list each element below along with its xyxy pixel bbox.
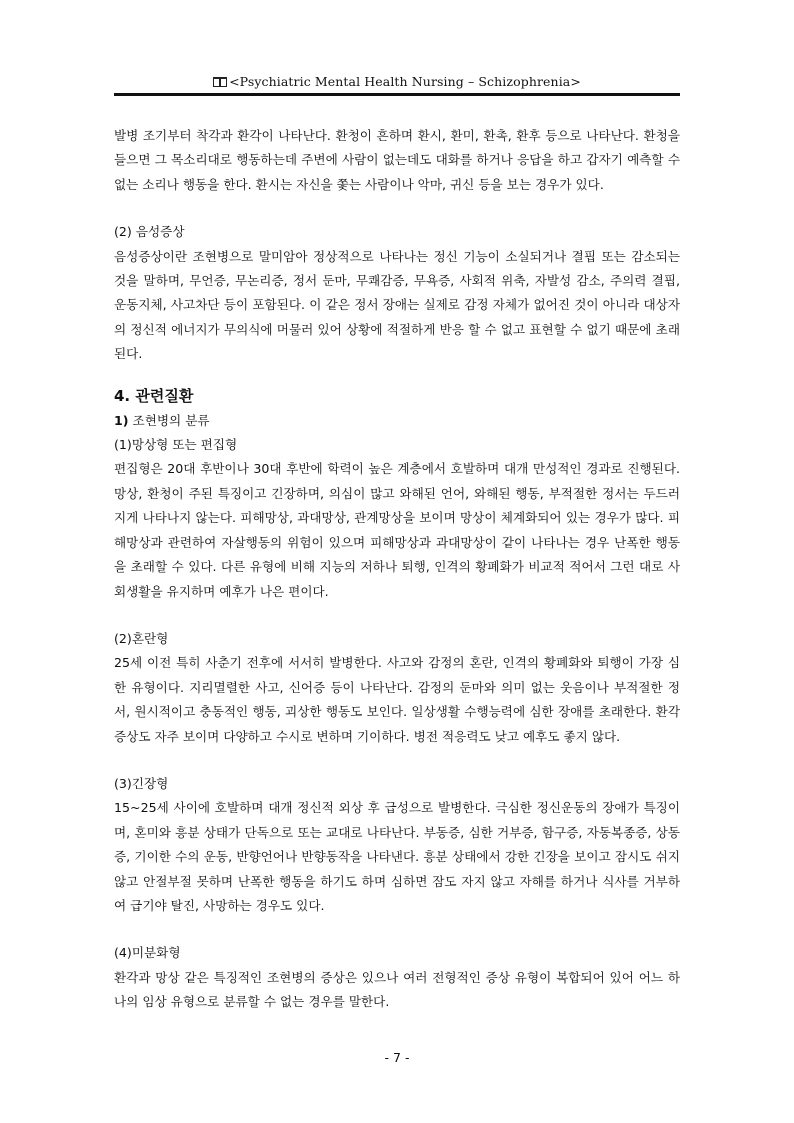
header-title: <Psychiatric Mental Health Nursing – Schizophrenia> bbox=[229, 74, 581, 89]
type-heading-undifferentiated: (4)미분화형 bbox=[114, 945, 181, 961]
book-icon bbox=[213, 77, 227, 87]
type-paragraph-catatonic: 15~25세 사이에 호발하며 대개 정신적 외상 후 급성으로 발병한다. 극심한 정신운동의 장애가 특징이며, 혼미와 흥분 상태가 단독으로 또는 교대로 나타난다. 부동증, 심한 거부증, 함구증, 자동복종증, 상동증, 기이한 수의 운동, 반향언어나 반향동작을 나타낸다. 흥분 상태에서 강한 긴장을 보이고 잠시도 쉬지 않고 안절부절 못하며 난폭한 행동을 하기도 하며 심하면 잠도 자지 않고 자해를 하거나 식사를 거부하여 급기야 탈진, 사망하는 경우도 있다. bbox=[114, 800, 680, 913]
type-heading-disorganized: (2)혼란형 bbox=[114, 630, 169, 646]
type-heading-catatonic: (3)긴장형 bbox=[114, 775, 169, 791]
section-heading: 4. 관련질환 bbox=[114, 386, 194, 405]
negative-symptoms-heading: (2) 음성증상 bbox=[114, 224, 185, 240]
subsection-heading bbox=[114, 409, 680, 433]
running-header bbox=[114, 74, 680, 89]
subsection-label: 조현병의 분류 bbox=[128, 412, 210, 428]
subsection-number: 1) bbox=[114, 412, 129, 428]
header-rule bbox=[114, 93, 680, 96]
type-paragraph-disorganized: 25세 이전 특히 사춘기 전후에 서서히 발병한다. 사고와 감정의 혼란, 인격의 황폐화와 퇴행이 가장 심한 유형이다. 지리멸렬한 사고, 신어증 등이 나타난다. 감정의 둔마와 의미 없는 웃음이나 부적절한 정서, 원시적이고 충동적인 행동, 괴상한 행동도 보인다. 일상생활 수행능력에 심한 장애를 초래한다. 환각 증상도 자주 보이며 다양하고 수시로 변하며 기이하다. 병전 적응력도 낮고 예후도 좋지 않다. bbox=[114, 655, 680, 744]
page-number: - 7 - bbox=[384, 1050, 410, 1065]
negative-symptoms-paragraph: 음성증상이란 조현병으로 말미암아 정상적으로 나타나는 정신 기능이 소실되거나 결핍 또는 감소되는 것을 말하며, 무언증, 무논리증, 정서 둔마, 무쾌감증, 무욕증, 사회적 위축, 자발성 감소, 주의력 결핍, 운동지체, 사고차단 등이 포함된다. 이 같은 정서 장애는 실제로 감정 자체가 없어진 것이 아니라 대상자의 정신적 에너지가 무의식에 머물러 있어 상황에 적절하게 반응 할 수 없고 표현할 수 없기 때문에 초래된다. bbox=[114, 248, 680, 362]
page-body bbox=[114, 124, 680, 1015]
type-heading-paranoid: (1)망상형 또는 편집형 bbox=[114, 437, 238, 453]
type-paragraph-undifferentiated: 환각과 망상 같은 특징적인 조현병의 증상은 있으나 여러 전형적인 증상 유형이 복합되어 있어 어느 하나의 임상 유형으로 분류할 수 없는 경우를 말한다. bbox=[114, 969, 680, 1010]
intro-paragraph: 발병 조기부터 착각과 환각이 나타난다. 환청이 흔하며 환시, 환미, 환촉, 환후 등으로 나타난다. 환청을 들으면 그 목소리대로 행동하는데 주변에 사람이 없는데도 대화를 하거나 응답을 하고 갑자기 예측할 수 없는 소리나 행동을 한다. 환시는 자신을 쫓는 사람이나 악마, 귀신 등을 보는 경우가 있다. bbox=[114, 128, 680, 192]
type-paragraph-paranoid: 편집형은 20대 후반이나 30대 후반에 학력이 높은 계층에서 호발하며 대개 만성적인 경과로 진행된다. 망상, 환청이 주된 특징이고 긴장하며, 의심이 많고 와해된 언어, 와해된 행동, 부적절한 정서는 두드러지게 나타나지 않는다. 피해망상, 과대망상, 관계망상을 보이며 망상이 체계화되어 있는 경우가 많다. 피해망상과 관련하여 자살행동의 위험이 있으며 피해망상과 과대망상이 같이 나타나는 경우 난폭한 행동을 초래할 수 있다. 다른 유형에 비해 지능의 저하나 퇴행, 인격의 황폐화가 비교적 적어서 그런 대로 사회생활을 유지하며 예후가 나은 편이다. bbox=[114, 461, 680, 599]
